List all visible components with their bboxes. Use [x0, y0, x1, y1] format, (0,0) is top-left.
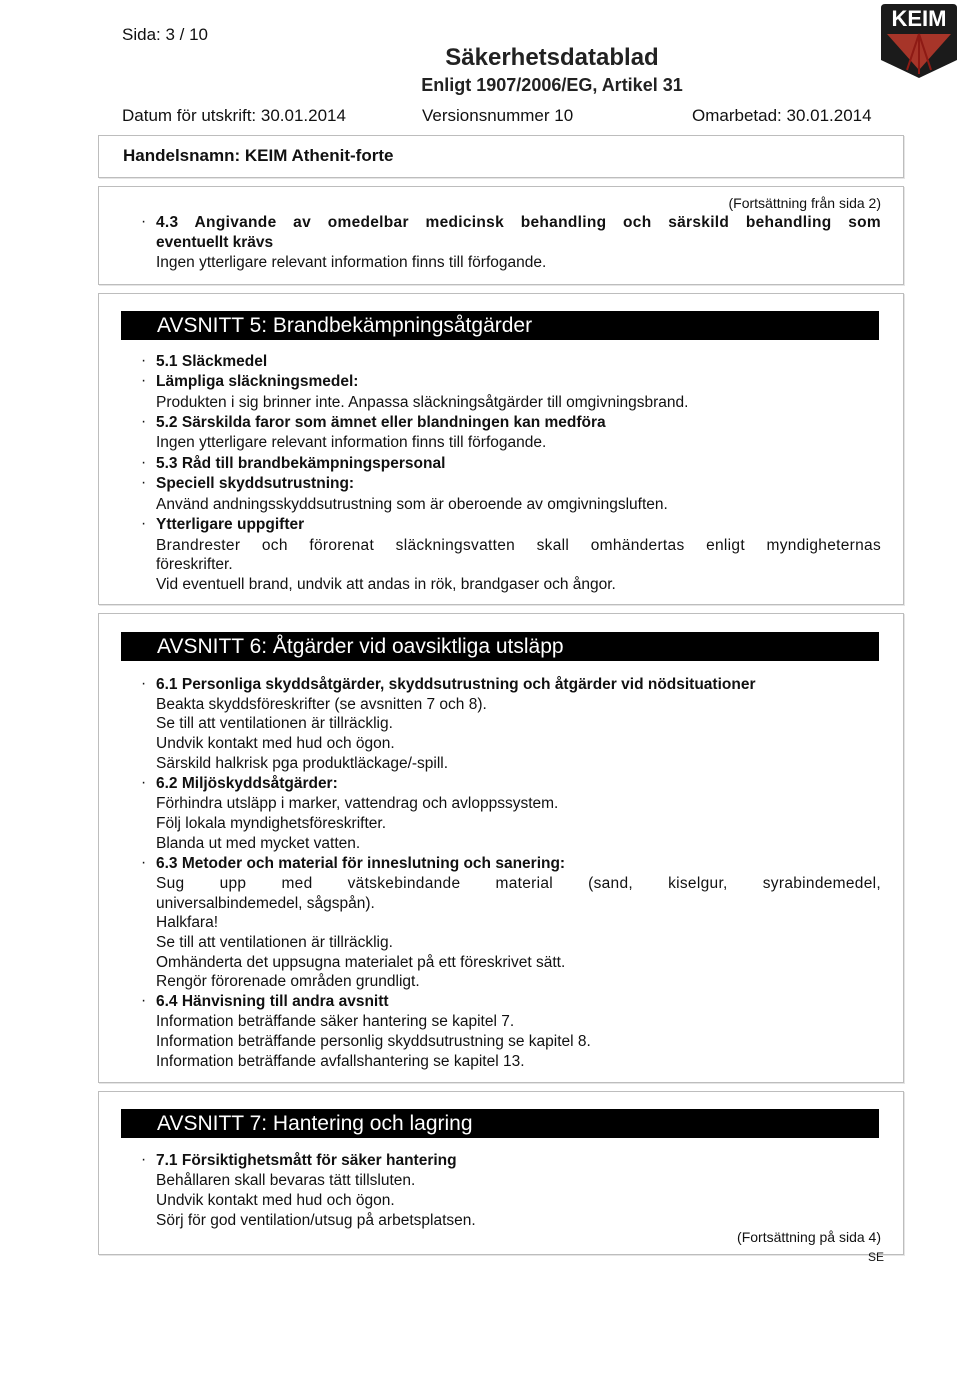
section-7-title: AVSNITT 7: Hantering och lagring [121, 1109, 879, 1138]
document-title: Säkerhetsdatablad [445, 44, 659, 71]
subheading-5-3: Speciell skyddsutrustning: [156, 475, 355, 492]
text-6-3-2: universalbindemedel, sågspån). [156, 895, 375, 912]
bullet: · [141, 352, 147, 369]
bullet: · [141, 413, 147, 430]
subheading-5-1: Lämpliga släckningsmedel: [156, 373, 359, 390]
heading-additional-info: Ytterligare uppgifter [156, 516, 305, 533]
keim-logo [879, 0, 959, 80]
text-additional-info-3: Vid eventuell brand, undvik att andas in rök, brandgaser och ångor. [156, 576, 616, 593]
text-5-2: Ingen ytterligare relevant information finns till förfogande. [156, 434, 547, 451]
heading-6-2: 6.2 Miljöskyddsåtgärder: [156, 775, 338, 792]
document-subtitle: Enligt 1907/2006/EG, Artikel 31 [421, 75, 683, 95]
bullet: · [141, 992, 147, 1009]
section-4-box [98, 186, 904, 285]
text-6-4-3: Information beträffande avfallshantering se kapitel 13. [156, 1053, 525, 1070]
section-7-box [98, 1091, 904, 1255]
trade-name-box [98, 135, 904, 178]
svg-text:KEIM: KEIM [891, 6, 947, 31]
page-number: Sida: 3 / 10 [122, 25, 209, 44]
heading-6-1: 6.1 Personliga skyddsåtgärder, skyddsutrustning och åtgärder vid nödsituationer [156, 676, 756, 693]
section-6-box [98, 613, 904, 1083]
heading-5-2: 5.2 Särskilda faror som ämnet eller blandningen kan medföra [156, 414, 606, 431]
text-5-3: Använd andningsskyddsutrustning som är oberoende av omgivningsluften. [156, 496, 668, 513]
bullet: · [141, 213, 147, 230]
continued-from: (Fortsättning från sida 2) [728, 195, 881, 211]
heading-5-1: 5.1 Släckmedel [156, 353, 268, 370]
version-number: Versionsnummer 10 [422, 106, 574, 125]
bullet: · [141, 675, 147, 692]
bullet: · [141, 1151, 147, 1168]
text-4-3: Ingen ytterligare relevant information finns till förfogande. [156, 254, 547, 271]
text-additional-info-2: föreskrifter. [156, 556, 233, 573]
text-5-1: Produkten i sig brinner inte. Anpassa släckningsåtgärder till omgivningsbrand. [156, 394, 689, 411]
text-6-3-5: Omhänderta det uppsugna materialet på ett föreskrivet sätt. [156, 954, 566, 971]
heading-7-1: 7.1 Försiktighetsmått för säker hantering [156, 1152, 457, 1169]
text-6-1-2: Se till att ventilationen är tillräcklig. [156, 715, 393, 732]
heading-6-4: 6.4 Hänvisning till andra avsnitt [156, 993, 389, 1010]
continued-to: (Fortsättning på sida 4) [737, 1229, 881, 1245]
heading-6-3: 6.3 Metoder och material för inneslutning och sanering: [156, 855, 566, 872]
text-additional-info-1: Brandrester och förorenat släckningsvatten skall omhändertas enligt myndigheternas [156, 537, 881, 554]
text-6-2-2: Följ lokala myndighetsföreskrifter. [156, 815, 387, 832]
text-6-1-1: Beakta skyddsföreskrifter (se avsnitten 7 och 8). [156, 696, 487, 713]
bullet: · [141, 854, 147, 871]
text-7-1-3: Sörj för god ventilation/utsug på arbetsplatsen. [156, 1212, 476, 1229]
language-code: SE [868, 1250, 885, 1264]
trade-name: Handelsnamn: KEIM Athenit-forte [123, 146, 394, 165]
bullet: · [141, 372, 147, 389]
text-6-4-1: Information beträffande säker hantering se kapitel 7. [156, 1013, 515, 1030]
section-6-title: AVSNITT 6: Åtgärder vid oavsiktliga utsläpp [121, 632, 879, 661]
text-6-3-6: Rengör förorenade områden grundligt. [156, 973, 420, 990]
text-6-3-1: Sug upp med vätskebindande material (sand, kiselgur, syrabindemedel, [156, 875, 881, 892]
print-date: Datum för utskrift: 30.01.2014 [122, 106, 346, 125]
heading-4-3-line2: eventuellt krävs [156, 234, 274, 251]
text-6-1-4: Särskild halkrisk pga produktläckage/-spill. [156, 755, 449, 772]
text-7-1-2: Undvik kontakt med hud och ögon. [156, 1192, 395, 1209]
bullet: · [141, 454, 147, 471]
text-6-2-1: Förhindra utsläpp i marker, vattendrag och avloppssystem. [156, 795, 559, 812]
text-7-1-1: Behållaren skall bevaras tätt tillsluten. [156, 1172, 416, 1189]
bullet: · [141, 515, 147, 532]
text-6-1-3: Undvik kontakt med hud och ögon. [156, 735, 395, 752]
text-6-4-2: Information beträffande personlig skyddsutrustning se kapitel 8. [156, 1033, 591, 1050]
text-6-3-4: Se till att ventilationen är tillräcklig. [156, 934, 393, 951]
bullet: · [141, 474, 147, 491]
text-6-2-3: Blanda ut med mycket vatten. [156, 835, 361, 852]
revised-date: Omarbetad: 30.01.2014 [692, 106, 872, 125]
heading-5-3: 5.3 Råd till brandbekämpningspersonal [156, 455, 446, 472]
section-5-box [98, 293, 904, 605]
section-5-title: AVSNITT 5: Brandbekämpningsåtgärder [121, 311, 879, 340]
bullet: · [141, 774, 147, 791]
text-6-3-3: Halkfara! [156, 914, 219, 931]
heading-4-3-line1: 4.3 Angivande av omedelbar medicinsk behandling och särskild behandling som [156, 214, 881, 231]
